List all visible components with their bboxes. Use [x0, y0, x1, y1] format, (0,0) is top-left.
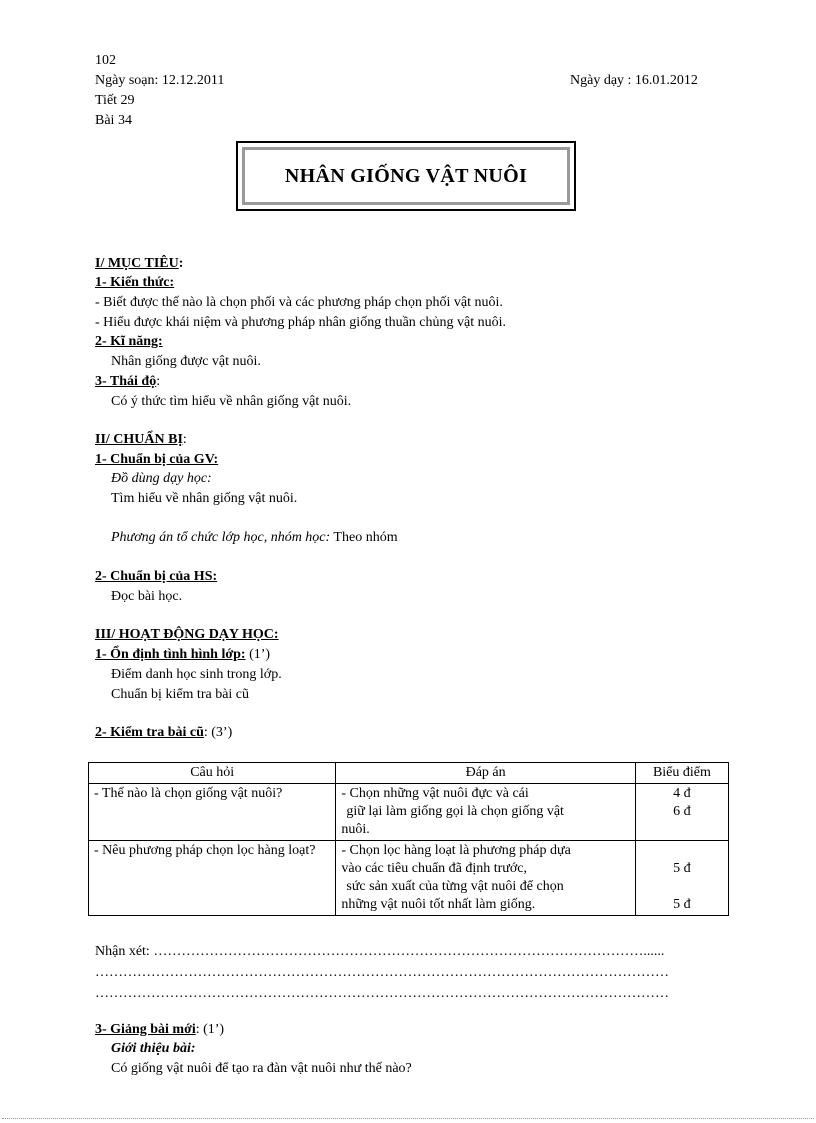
- attitude-line: Có ý thức tìm hiểu về nhân giống vật nuôi.: [111, 394, 352, 409]
- attitude-heading: [95, 373, 160, 391]
- prep-date: Ngày soạn: 12.12.2011: [95, 73, 225, 88]
- new-lesson-time: : (1’): [195, 1022, 225, 1037]
- student-prep-text: Đọc bài học.: [111, 589, 183, 604]
- skill-heading: 2- Kĩ năng:: [95, 334, 163, 349]
- student-prep-heading: 2- Chuẩn bị của HS:: [95, 569, 218, 584]
- page-bottom-rule: [2, 1118, 814, 1119]
- organization-line: [111, 529, 398, 547]
- knowledge-line-1: - Biết được thế nào là chọn phối và các phương pháp chọn phối vật nuôi.: [95, 295, 503, 310]
- table-cell-score: [635, 841, 728, 916]
- stabilize-line-2: Chuẩn bị kiểm tra bài cũ: [111, 687, 250, 702]
- check-old-lesson-time: : (3’): [203, 725, 233, 740]
- answer-line: giữ lại làm giống gọi là chọn giống vật: [346, 804, 564, 819]
- answer-line: - Chọn lọc hàng loạt là phương pháp dựa: [341, 843, 571, 858]
- page-number: 102: [95, 53, 116, 68]
- score-value: 6 đ: [673, 804, 691, 819]
- dotted-line: ……………………………………………………………………………………………………………: [95, 965, 669, 980]
- answer-line: - Chọn những vật nuôi đực và cái: [341, 786, 529, 801]
- teaching-aids-text: Tìm hiểu về nhân giống vật nuôi.: [111, 491, 298, 506]
- organization-label: Phương án tổ chức lớp học, nhóm học:: [111, 530, 331, 545]
- quiz-table: [88, 762, 729, 916]
- organization-text: Theo nhóm: [330, 530, 398, 545]
- skill-line: Nhân giống được vật nuôi.: [111, 354, 261, 369]
- remarks-line: [95, 943, 717, 961]
- answer-line: sức sản xuất của từng vật nuôi để chọn: [346, 879, 564, 894]
- attitude-colon: :: [156, 374, 161, 389]
- section-objectives-colon: :: [178, 256, 184, 271]
- table-cell-score: [635, 784, 728, 841]
- table-header-score: Biểu điểm: [635, 763, 728, 784]
- stabilize-line-1: Điểm danh học sinh trong lớp.: [111, 667, 282, 682]
- new-lesson-heading: [95, 1021, 224, 1039]
- teacher-prep-heading: 1- Chuẩn bị của GV:: [95, 452, 219, 467]
- check-old-lesson-title: 2- Kiểm tra bài cũ: [95, 725, 204, 740]
- lesson-title: NHÂN GIỐNG VẬT NUÔI: [242, 147, 570, 205]
- section-prep-colon: :: [182, 432, 187, 447]
- table-header-question: Câu hỏi: [89, 763, 336, 784]
- table-header-answer: Đáp án: [336, 763, 635, 784]
- stabilize-time: (1’): [245, 647, 271, 662]
- section-objectives-title: I/ MỤC TIÊU: [95, 256, 179, 271]
- table-cell-question: - Thế nào là chọn giống vật nuôi?: [89, 784, 336, 841]
- score-value: 5 đ: [673, 861, 691, 876]
- answer-line: những vật nuôi tốt nhất làm giống.: [341, 897, 536, 912]
- remarks-label: Nhận xét:: [95, 944, 154, 959]
- answer-line: nuôi.: [341, 822, 370, 837]
- dotted-line: ……………………………………………………………………………………………………………: [95, 986, 669, 1001]
- intro-label: Giới thiệu bài:: [111, 1041, 196, 1056]
- table-row: [89, 841, 729, 916]
- table-header-row: [89, 763, 729, 784]
- new-lesson-title: 3- Giảng bài mới: [95, 1022, 196, 1037]
- table-cell-question: - Nêu phương pháp chọn lọc hàng loạt?: [89, 841, 336, 916]
- section-prep-heading: [95, 431, 187, 449]
- teach-date: Ngày dạy : 16.01.2012: [570, 73, 698, 88]
- score-value: 4 đ: [673, 786, 691, 801]
- check-old-lesson-heading: [95, 724, 232, 742]
- table-cell-answer: [336, 841, 635, 916]
- score-value: 5 đ: [673, 897, 691, 912]
- section-activities-heading: III/ HOẠT ĐỘNG DẠY HỌC:: [95, 627, 279, 642]
- answer-line: vào các tiêu chuẩn đã định trước,: [341, 861, 528, 876]
- remarks-dots: ……………………………………………………………………………………………......: [153, 944, 665, 959]
- table-cell-answer: [336, 784, 635, 841]
- knowledge-line-2: - Hiểu được khái niệm và phương pháp nhân giống thuần chủng vật nuôi.: [95, 315, 507, 330]
- attitude-title: 3- Thái độ: [95, 374, 157, 389]
- stabilize-title: 1- Ổn định tình hình lớp:: [95, 647, 246, 662]
- section-objectives-heading: [95, 255, 183, 273]
- stabilize-heading: [95, 646, 270, 664]
- title-frame: [236, 141, 576, 211]
- intro-text: Có giống vật nuôi để tạo ra đàn vật nuôi như thế nào?: [111, 1061, 412, 1076]
- period: Tiết 29: [95, 93, 135, 108]
- table-row: [89, 784, 729, 841]
- teaching-aids-label: Đồ dùng dạy học:: [111, 471, 212, 486]
- knowledge-heading: 1- Kiến thức:: [95, 275, 175, 290]
- lesson-number: Bài 34: [95, 113, 132, 128]
- section-prep-title: II/ CHUẨN BỊ: [95, 432, 183, 447]
